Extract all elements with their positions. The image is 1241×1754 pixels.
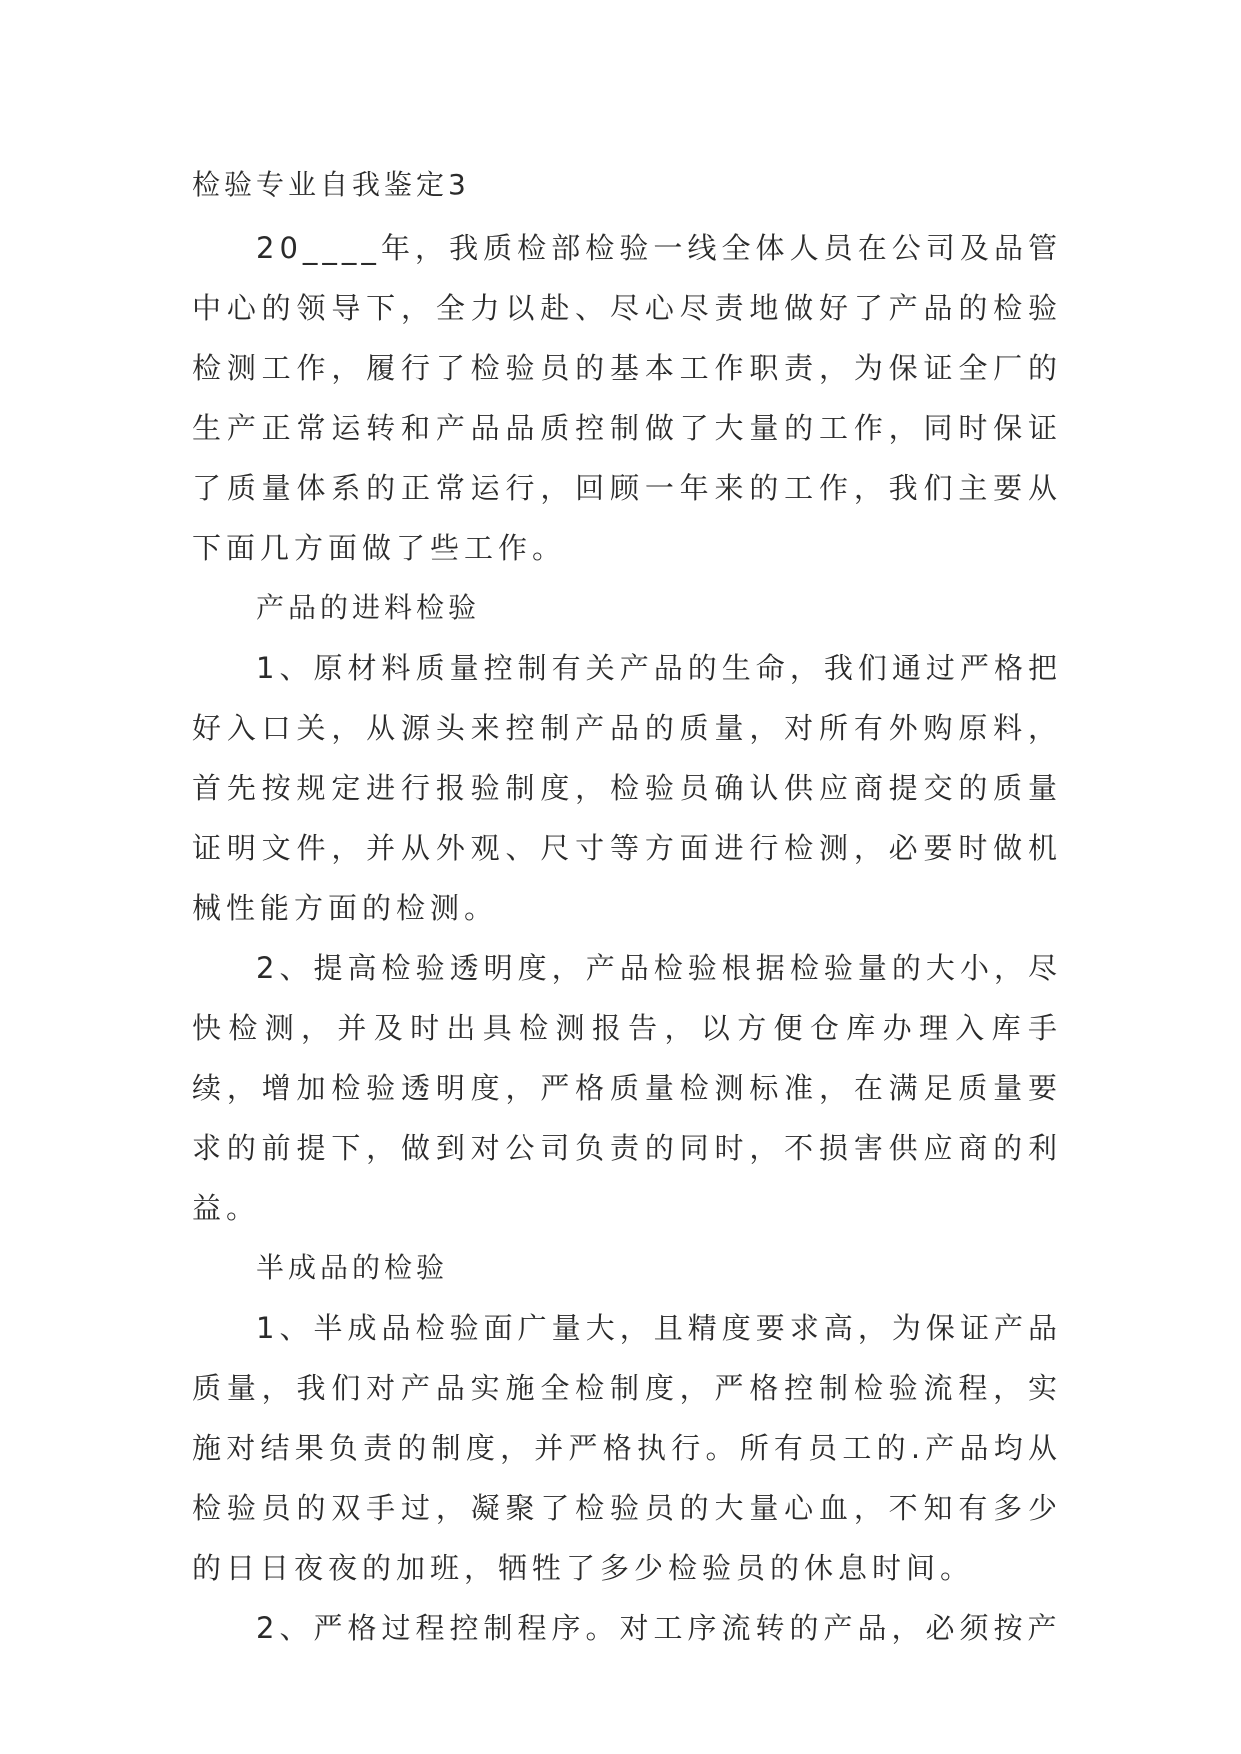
semi-finished-inspection-item-2: 2、严格过程控制程序。对工序流转的产品，必须按产 [256, 1611, 1062, 1645]
section-heading-semi-finished-inspection: 半成品的检验 [256, 1251, 449, 1284]
document-title: 检验专业自我鉴定3 [192, 168, 470, 201]
incoming-inspection-item-2: 2、提高检验透明度，产品检验根据检验量的大小，尽快检测，并及时出具检测报告，以方便仓库办理入库手续，增加检验透明度，严格质量检测标准，在满足质量要求的前提下，做到对公司负责的同时，不损害供应商的利益。 [192, 951, 1062, 1225]
semi-finished-inspection-item-1: 1、半成品检验面广量大，且精度要求高，为保证产品质量，我们对产品实施全检制度，严格控制检验流程，实施对结果负责的制度，并严格执行。所有员工的.产品均从检验员的双手过，凝聚了检验员的大量心血，不知有多少的日日夜夜的加班，牺牲了多少检验员的休息时间。 [192, 1311, 1062, 1585]
intro-paragraph: 20____年，我质检部检验一线全体人员在公司及品管中心的领导下，全力以赴、尽心尽责地做好了产品的检验检测工作，履行了检验员的基本工作职责，为保证全厂的生产正常运转和产品品质控制做了大量的工作，同时保证了质量体系的正常运行，回顾一年来的工作，我们主要从下面几方面做了些工作。 [192, 231, 1062, 565]
incoming-inspection-item-1: 1、原材料质量控制有关产品的生命，我们通过严格把好入口关，从源头来控制产品的质量，对所有外购原料，首先按规定进行报验制度，检验员确认供应商提交的质量证明文件，并从外观、尺寸等方面进行检测，必要时做机械性能方面的检测。 [192, 651, 1062, 925]
document-body [192, 218, 1062, 1658]
section-heading-incoming-inspection: 产品的进料检验 [256, 591, 481, 624]
